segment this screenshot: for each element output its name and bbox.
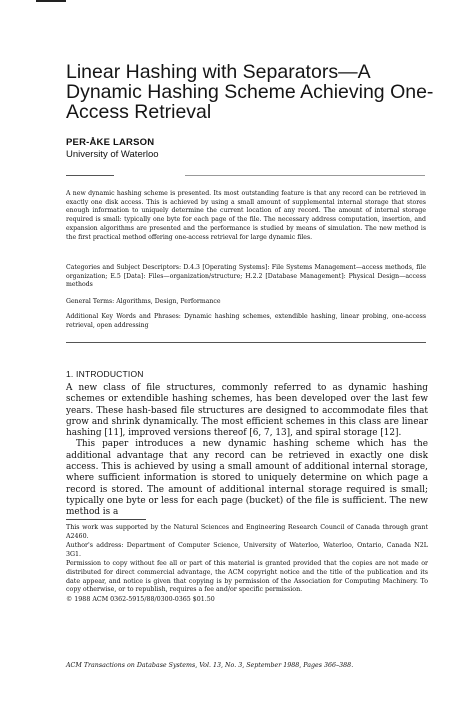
- categories-text: D.4.3 [Operating Systems]: File Systems Management—access methods, file organization; E.5 [Data]: Files—organization/structure; H.2.2 [Database Management]: Physical Design—access methods: [66, 264, 426, 289]
- footnote-support: This work was supported by the Natural Sciences and Engineering Research Council of Canada through grant A2460.: [66, 524, 428, 540]
- categories-label: Categories and Subject Descriptors:: [66, 264, 182, 271]
- general-terms-text: Algorithms, Design, Performance: [116, 298, 221, 305]
- keywords-label: Additional Key Words and Phrases:: [66, 313, 181, 320]
- footnote-copyright: © 1988 ACM 0362-5915/88/0300-0365 $01.50: [66, 595, 215, 603]
- abstract-rule-left: [66, 175, 114, 176]
- footnote-permission: Permission to copy without fee all or part of this material is granted provided that the copies are not made or distributed for direct commercial advantage, the ACM copyright notice and the title of the publication and its date appear, and notice is given that copying is by permission of the Association for Computing Machinery. To copy otherwise, or to republish, requires a fee and/or specific permission.: [66, 560, 428, 594]
- body-paragraph-1: A new class of file structures, commonly referred to as dynamic hashing schemes or extendible hashing schemes, has been developed over the last few years. These hash-based file structures are designed to accommodate files that grow and shrink dynamically. The most efficient schemes in this class are linear hashing [11], improved versions thereof [6, 7, 13], and spiral storage [12].: [66, 383, 428, 439]
- categories: [66, 264, 426, 290]
- general-terms-label: General Terms:: [66, 298, 115, 305]
- journal-citation: ACM Transactions on Database Systems, Vol. 13, No. 3, September 1988, Pages 366–388.: [66, 662, 354, 669]
- author-affiliation: University of Waterloo: [66, 149, 159, 160]
- abstract-rule-right: [185, 175, 425, 176]
- general-terms: [66, 298, 426, 307]
- keywords-text: Dynamic hashing schemes, extendible hashing, linear probing, one-access retrieval, open addressing: [66, 313, 427, 329]
- body-paragraph-2: This paper introduces a new dynamic hashing scheme which has the additional advantage that any record can be retrieved in exactly one disk access. This is achieved by using a small amount of additional internal storage, where sufficient information is stored to uniquely determine on which page a record is stored. The amount of additional internal storage required is small; typically one byte or less for each page (bucket) of the file is sufficient. The new method is a: [66, 439, 428, 518]
- abstract: A new dynamic hashing scheme is presented. Its most outstanding feature is that any record can be retrieved in exactly one disk access. This is achieved by using a small amount of supplemental internal storage that stores enough information to uniquely determine the current location of any record. The amount of internal storage required is small: typically one byte for each page of the file. The necessary address computation, insertion, and expansion algorithms are presented and the performance is studied by means of simulation. The new method is the first practical method offering one-access retrieval for large dynamic files.: [66, 190, 426, 241]
- footnotes: [66, 524, 428, 604]
- footnote-rule: [66, 519, 146, 520]
- body-text: [66, 383, 428, 519]
- section-heading: 1. INTRODUCTION: [66, 369, 144, 379]
- author-name: PER-ÅKE LARSON: [66, 137, 155, 148]
- footnote-address: Author's address: Department of Computer Science, University of Waterloo, Waterloo, Ontario, Canada N2L 3G1.: [66, 542, 428, 558]
- keywords: [66, 313, 426, 330]
- paper-title: Linear Hashing with Separators—A Dynamic Hashing Scheme Achieving One-Access Retrieval: [66, 61, 434, 123]
- section-rule: [66, 342, 426, 343]
- header-rule: [36, 0, 66, 2]
